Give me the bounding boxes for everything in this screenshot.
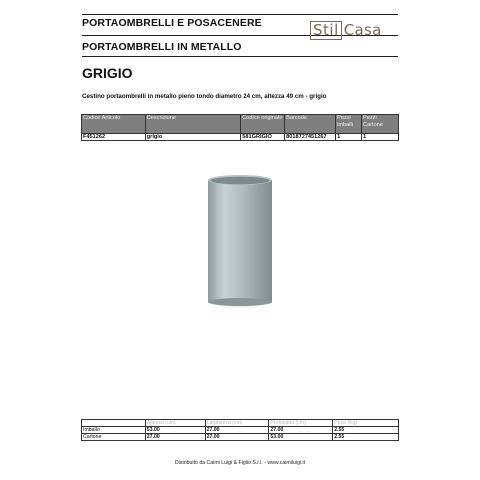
header-cell: Larghezza (cm) xyxy=(205,420,269,427)
product-description: Cestino portaombrelli in metallo pieno tondo diametro 24 cm, altezza 49 cm - grigio xyxy=(82,93,327,100)
subcategory-heading: PORTAOMBRELLI IN METALLO xyxy=(82,41,242,53)
row-label: Imballo xyxy=(82,427,146,434)
table-cell: 1 xyxy=(336,134,362,141)
header-cell: Profondita (cm) xyxy=(269,420,333,427)
table-cell: 27.00 xyxy=(269,427,333,434)
table-cell: 27.00 xyxy=(205,427,269,434)
table-row xyxy=(82,434,399,441)
table-cell: 8018727451267 xyxy=(285,134,336,141)
table-row xyxy=(82,134,399,141)
table-cell: grigio xyxy=(145,134,241,141)
umbrella-stand-image xyxy=(200,172,280,312)
table-cell: 53.00 xyxy=(269,434,333,441)
table-cell: 27.00 xyxy=(145,434,205,441)
distributor-footer: Distribuito da Caimi Luigi & Figlio S.r.l. - www.caimiluigi.it xyxy=(174,460,306,466)
table-cell: F451262 xyxy=(82,134,146,141)
header-cell: Codice Articolo xyxy=(82,115,146,134)
header-top-rule xyxy=(82,14,398,15)
product-info-table xyxy=(81,114,399,141)
table-cell: 53.00 xyxy=(145,427,205,434)
product-title: GRIGIO xyxy=(82,65,133,81)
header-cell: Codice originale xyxy=(241,115,285,134)
table-cell: 581GRIGIO xyxy=(241,134,285,141)
header-bottom-rule xyxy=(82,56,398,57)
header-cell: Descrizione xyxy=(145,115,241,134)
header-cell: Pezzi Cartone xyxy=(362,115,399,134)
table-cell: 2.55 xyxy=(333,427,399,434)
header-cell: Peso (Kg) xyxy=(333,420,399,427)
packaging-table xyxy=(81,419,399,441)
category-heading: PORTAOMBRELLI E POSACENERE xyxy=(82,17,262,29)
table-header-row xyxy=(82,420,399,427)
table-cell: 2.55 xyxy=(333,434,399,441)
header-cell: Altezza (cm) xyxy=(145,420,205,427)
brand-logo: Stil Casa xyxy=(310,21,382,39)
header-cell: Barcode xyxy=(285,115,336,134)
table-row xyxy=(82,427,399,434)
table-header-row xyxy=(82,115,399,134)
header-cell: Pezzi imballi xyxy=(336,115,362,134)
table-cell: 1 xyxy=(362,134,399,141)
header-cell xyxy=(82,420,146,427)
row-label: Cartone xyxy=(82,434,146,441)
logo-box: Stil xyxy=(310,21,342,40)
table-cell: 27.00 xyxy=(205,434,269,441)
